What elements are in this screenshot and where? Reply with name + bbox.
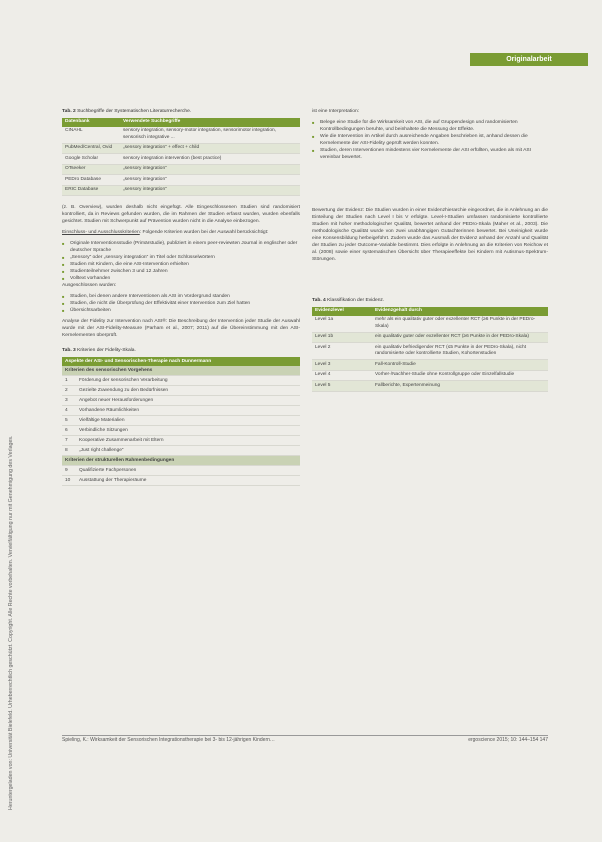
left-column xyxy=(62,108,300,486)
table-cell: 9 xyxy=(62,466,76,476)
table-cell: Level 1a xyxy=(312,316,372,333)
table-cell: Fallberichte, Expertenmeinung xyxy=(372,381,548,392)
table2-caption xyxy=(62,108,300,115)
body-paragraph: (z. B. Overview), wurden deshalb nicht eingefügt. Alle Eingeschlossenen Studien sind randomisiert kontrolliert, da in Reviews gefunden wurden, die im Rahmen der Studien erfasst wurden, wurden ebenfalls gesichtet. Studien mit Schwerpunkt auf Prävention wurden nicht in die Analyse einbezogen. xyxy=(62,205,300,224)
table4-header-cell: Evidenzlevel xyxy=(312,307,372,316)
table-cell: sensory integration intervention (best practice) xyxy=(120,154,300,165)
section-band: Originalarbeit xyxy=(470,53,588,66)
table-cell: ERIC Database xyxy=(62,185,120,196)
table-cell: mehr als ein qualitativ guter oder exzellenter RCT (≥6 Punkte in der PEDro-Skala) xyxy=(372,316,548,333)
evidence-paragraph: Bewertung der Evidenz: Die Studien wurden in einer Evidenzhierarchie eingeordnet, die in Anlehnung an die Einteilung der Studien nach Level I bis V erfolgte. Level-I-Studien umfassen randomisierte kontrollierte Studien mit hoher methodologischer Qualität, bewertet anhand der PEDro-Skala (Maher et al., 2003). Die methodologische Qualität wurde von zwei unabhängigen Gutachterinnen bewertet. Bei Uneinigkeit wurde eine Konsensbildung herbeigeführt. Zudem wurde das Ausmaß der Evidenz anhand der Anzahl und Qualität der Studien zu jeder Outcome-Variable bestimmt. Dies erfolgte in Anlehnung an die Kriterien von Reichow et al. (2008) sowie einer systematischen Übersicht über Therapieeffekte bei Kindern mit Autismus-Spektrum-Störungen. xyxy=(312,208,548,262)
exclusion-list xyxy=(62,293,300,314)
table-row xyxy=(62,386,300,396)
table-cell: 3 xyxy=(62,396,76,406)
table-cell: Vorher-/Nachher-Studie ohne Kontrollgruppe oder Einzelfallstudie xyxy=(372,370,548,381)
table-cell: 7 xyxy=(62,436,76,446)
table-cell: 1 xyxy=(62,376,76,386)
table-cell: „sensory integration“ xyxy=(120,164,300,175)
list-item: ■ Studien, die nicht die Überprüfung der Effektivität einer Intervention zum Ziel hatten xyxy=(62,300,300,307)
table-cell: 5 xyxy=(62,416,76,426)
page-footer xyxy=(62,735,548,744)
table-row xyxy=(62,154,300,165)
criteria-list xyxy=(312,119,548,161)
table-cell: Level 3 xyxy=(312,360,372,371)
inclusion-paragraph: Einschluss- und Ausschlusskriterien: Folgende Kriterien wurden bei der Auswahl berücksichtigt: xyxy=(62,230,269,235)
exclusion-intro: Ausgeschlossen wurden: xyxy=(62,283,117,288)
table-row xyxy=(62,164,300,175)
table-cell: ein qualitativ befriedigender RCT (≤5 Punkte in der PEDro-Skala), nicht randomisierte oder kontrollierte Studien, Kohortenstudien xyxy=(372,343,548,360)
table2-header-cell: Datenbank xyxy=(62,118,120,127)
table-cell: Level 4 xyxy=(312,370,372,381)
table-cell: „Just right challenge“ xyxy=(76,446,300,456)
right-column xyxy=(312,108,548,392)
list-item: ■ Volltext vorhanden xyxy=(62,275,300,282)
table-row xyxy=(62,416,300,426)
table-cell: „sensory integration“ xyxy=(120,185,300,196)
table-row xyxy=(312,370,548,381)
list-item: ■ Studien mit Kindern, die eine ASI-Intervention erhielten xyxy=(62,261,300,268)
table3 xyxy=(62,357,300,486)
table4-caption xyxy=(312,297,548,304)
table3-caption-prefix: Tab. 3 xyxy=(62,348,76,353)
table2-caption-text: Suchbegriffe der Systematischen Literaturrecherche. xyxy=(77,109,192,114)
table2-header-row xyxy=(62,118,300,127)
table2 xyxy=(62,118,300,196)
table-row xyxy=(62,396,300,406)
table-cell: 2 xyxy=(62,386,76,396)
table4 xyxy=(312,307,548,392)
table4-caption-prefix: Tab. 4 xyxy=(312,298,326,303)
table-row xyxy=(312,343,548,360)
table-cell: 6 xyxy=(62,426,76,436)
footer-page-info: ergoscience 2015; 10: 144–154 147 xyxy=(468,737,548,743)
table-cell: Angebot neuer Herausforderungen xyxy=(76,396,300,406)
table-row xyxy=(312,316,548,333)
table3-header-cell: Aspekte der ASI- und Sensorischen-Therapie nach Dunnermann xyxy=(62,357,300,366)
table-row xyxy=(62,446,300,456)
table-row xyxy=(62,426,300,436)
list-item: ■ Belege eine Studie für die Wirksamkeit von ASI, die auf Gruppendesign und randomisierten Kontrollbedingungen beruhte, und beinhaltete die Messung der Effekte. xyxy=(312,119,548,133)
sidebar-copyright-text: Heruntergeladen von: Universität Bielefeld. Urheberrechtlich geschützt. Copyright. Alle Rechte vorbehalten. Vervielfältigung nur mit Genehmigung des Verlages. xyxy=(8,435,14,810)
table-cell: „sensory integration“ xyxy=(120,175,300,186)
table-cell: Google Scholar xyxy=(62,154,120,165)
table-row xyxy=(62,466,300,476)
table-cell: „sensory integration“ + effect + child xyxy=(120,143,300,154)
table4-caption-text: Klassifikation der Evidenz. xyxy=(327,298,385,303)
list-item: ■ Studien, bei denen andere Interventionen als ASI im Vordergrund standen xyxy=(62,293,300,300)
table-group-row xyxy=(62,366,300,376)
table-row xyxy=(312,360,548,371)
table-cell: 10 xyxy=(62,476,76,486)
list-item: ■ Studienteilnehmer zwischen 3 und 12 Jahren xyxy=(62,268,300,275)
table-cell: Level 1b xyxy=(312,332,372,343)
table2-caption-prefix: Tab. 2 xyxy=(62,109,76,114)
table-cell: 4 xyxy=(62,406,76,416)
table-cell: Level 2 xyxy=(312,343,372,360)
list-item: ■ Übersichtsarbeiten xyxy=(62,307,300,314)
table-row xyxy=(62,175,300,186)
right-intro: ist eine Interpretation: xyxy=(312,109,360,114)
table-cell: Fall-Kontroll-Studie xyxy=(372,360,548,371)
inclusion-heading: Einschluss- und Ausschlusskriterien xyxy=(62,230,140,235)
table-cell: Vorhandene Räumlichkeiten xyxy=(76,406,300,416)
table-cell: Verbindliche Sitzungen xyxy=(76,426,300,436)
table-group-row xyxy=(62,456,300,466)
table-cell: Vielfältige Materialien xyxy=(76,416,300,426)
table-row xyxy=(62,185,300,196)
table-row xyxy=(62,436,300,446)
table2-header-cell: Verwendete Suchbegriffe xyxy=(120,118,300,127)
table4-header-cell: Evidenzgehalt durch xyxy=(372,307,548,316)
table-cell: sensory integration, sensory-motor integration, sensorimotor integration, sensorisch integrative ... xyxy=(120,127,300,144)
table-row xyxy=(62,476,300,486)
table-group-cell: Kriterien des sensorischen Vorgehens xyxy=(62,366,300,376)
table3-caption-text: Kriterien der Fidelity-Skala. xyxy=(77,348,136,353)
analysis-paragraph: Analyse der Fidelity zur Intervention nach ASI®: Die Beschreibung der Intervention jeder Studie der Auswahl wurde mit der ASI-Fidelity-Measure (Parham et al., 2007; 2011) auf die Übereinstimmung mit den ASI-Kernelementen überprüft. xyxy=(62,319,300,338)
table-row xyxy=(62,376,300,386)
table-row xyxy=(62,143,300,154)
table-cell: Qualifizierte Fachpersonen xyxy=(76,466,300,476)
list-item: ■ Studien, deren Interventionen mindestens vier Kernelemente der ASI erfüllten, wurden als mit ASI vereinbar bewertet. xyxy=(312,147,548,161)
table-cell: Kooperative Zusammenarbeit mit Eltern xyxy=(76,436,300,446)
table-cell: PEDro Database xyxy=(62,175,120,186)
table-group-cell: Kriterien der strukturellen Rahmenbedingungen xyxy=(62,456,300,466)
table4-header-row xyxy=(312,307,548,316)
table-cell: Gezielte Zuwendung zu den Bedürfnissen xyxy=(76,386,300,396)
list-item: ■ Wie die Intervention im Artikel durch ausreichende Angaben beschrieben ist, anhand dessen die Kernelemente der ASI-Fidelity geprüft werden konnten. xyxy=(312,133,548,147)
inclusion-list xyxy=(62,240,300,282)
table-row xyxy=(62,406,300,416)
table-cell: 8 xyxy=(62,446,76,456)
table3-header-row xyxy=(62,357,300,366)
table-row xyxy=(312,381,548,392)
table-cell: CINAHL xyxy=(62,127,120,144)
table-cell: Ausstattung der Therapieräume xyxy=(76,476,300,486)
table-cell: ein qualitativ guter oder exzellenter RCT (≥6 Punkte in der PEDro-Skala) xyxy=(372,332,548,343)
inclusion-intro: Folgende Kriterien wurden bei der Auswahl berücksichtigt: xyxy=(142,230,269,235)
list-item: ■ „Sensory“ oder „sensory integration“ im Titel oder Schlüsselwörtern xyxy=(62,254,300,261)
table-cell: PubMed/Central, Ovid xyxy=(62,143,120,154)
table-cell: Level 5 xyxy=(312,381,372,392)
table-cell: OTseeker xyxy=(62,164,120,175)
table3-caption xyxy=(62,347,300,354)
table-row xyxy=(62,127,300,144)
list-item: ■ Originale Interventionsstudie (Primärstudie), publiziert in einem peer-reviewten Journal in englischer oder deutscher Sprache xyxy=(62,240,300,254)
table-row xyxy=(312,332,548,343)
table-cell: Förderung der sensorischen Verarbeitung xyxy=(76,376,300,386)
footer-citation: Spieling, K.: Wirksamkeit der Sensorischen Integrationstherapie bei 3- bis 12-jährigen Kindern… xyxy=(62,737,275,743)
